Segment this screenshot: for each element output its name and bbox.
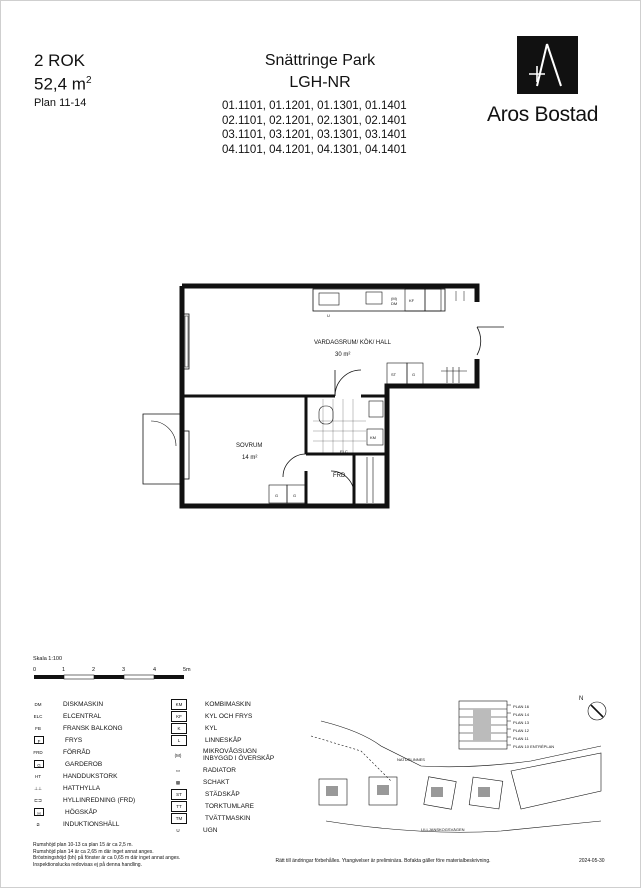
legend-item bbox=[171, 824, 301, 836]
legend-code: FRD bbox=[33, 749, 43, 755]
legend-label: SCHAKT bbox=[203, 778, 230, 786]
wardrobe-label: G bbox=[275, 493, 279, 498]
room-name-living: VARDAGSRUM/ KÖK/ HALL bbox=[314, 340, 391, 346]
highlighted-unit bbox=[478, 787, 490, 797]
microwave-label: (M) bbox=[391, 296, 397, 301]
scale-tick: 5m bbox=[183, 667, 191, 673]
floor-range: Plan 11-14 bbox=[34, 97, 87, 109]
note-line: Bröstningshöjd (bh) på fönster är ca 0,65 m där inget annat anges. bbox=[33, 855, 181, 861]
project-name: Snättringe Park bbox=[264, 52, 376, 69]
floor-label: PLAN 11 bbox=[513, 736, 529, 741]
disclaimer: Rätt till ändringar förbehålles. Ytangivelser är preliminära. Bofakta gäller före materialbeskrivning. bbox=[275, 858, 491, 864]
wardrobe-label: G bbox=[293, 493, 297, 498]
legend-label: GARDEROB bbox=[65, 760, 103, 768]
room-name-bedroom: SOVRUM bbox=[236, 443, 263, 449]
radiator bbox=[456, 291, 464, 301]
room-name-storage: FRD bbox=[333, 473, 346, 479]
legend-label: HÖGSKÅP bbox=[65, 808, 98, 816]
legend-code: DM bbox=[34, 701, 42, 707]
legend-label: DISKMASKIN bbox=[63, 700, 104, 708]
legend-item bbox=[171, 734, 301, 746]
hat-shelf-icon bbox=[441, 367, 467, 383]
legend-code: FB bbox=[35, 725, 41, 731]
fridge-freezer bbox=[405, 289, 425, 311]
area-value: 52,4 m bbox=[34, 74, 86, 94]
note-line: Rumshöjd plan 10-13 ca plan 15 är ca 2,5 m. bbox=[33, 842, 133, 848]
legend-code: F bbox=[34, 736, 44, 744]
radiator-icon: ▭ bbox=[175, 767, 181, 773]
cleaning-cabinet bbox=[387, 363, 407, 385]
legend-label: HANDDUKSTORK bbox=[63, 772, 118, 780]
north-label: N bbox=[579, 696, 584, 702]
legend-code: ELC bbox=[33, 713, 43, 719]
legend-label: TORKTUMLARE bbox=[205, 802, 254, 810]
floor-label: PLAN 10 ENTRÉPLAN bbox=[513, 744, 555, 749]
highlighted-floors bbox=[473, 709, 491, 741]
shaft-icon: ▩ bbox=[175, 779, 181, 785]
legend-code: U bbox=[176, 827, 180, 833]
legend-item bbox=[31, 818, 161, 830]
road-label: NATURLINNES bbox=[397, 757, 425, 762]
induction-hob-icon: ⧄ bbox=[36, 821, 40, 827]
legend-item bbox=[31, 782, 161, 794]
legend-item bbox=[31, 698, 161, 710]
fridge-freezer-label: KF bbox=[409, 298, 415, 303]
legend-label: STÄDSKÅP bbox=[205, 790, 240, 798]
highlighted-unit bbox=[377, 785, 389, 795]
legend-code: HT bbox=[35, 773, 41, 779]
highlighted-unit bbox=[431, 787, 443, 797]
electric-panel-label: ELC bbox=[340, 449, 348, 454]
storage-shelving bbox=[367, 457, 373, 503]
legend-left bbox=[31, 698, 161, 830]
scale-tick: 3 bbox=[122, 667, 126, 673]
legend-code: H bbox=[34, 808, 44, 816]
legend-code: (M) bbox=[174, 752, 182, 758]
highlighted-unit bbox=[326, 786, 338, 796]
legend-label: KOMBIMASKIN bbox=[205, 700, 251, 708]
site-key-plan bbox=[301, 691, 621, 851]
dishwasher-label: DM bbox=[391, 301, 398, 306]
road-label: LILLJANSKOGSVÄGEN bbox=[421, 827, 465, 832]
legend-code: ST bbox=[171, 789, 187, 800]
room-area-living: 30 m² bbox=[335, 352, 351, 358]
brand-name: Aros Bostad bbox=[487, 103, 599, 126]
notes bbox=[33, 842, 263, 868]
legend-item bbox=[171, 698, 301, 710]
room-area-bedroom: 14 m² bbox=[242, 455, 258, 461]
legend-item bbox=[171, 722, 301, 734]
scale-bar bbox=[33, 665, 203, 685]
legend-item bbox=[171, 764, 301, 776]
scale-label: Skala 1:100 bbox=[33, 656, 63, 662]
scale-tick: 1 bbox=[62, 667, 66, 673]
legend-item bbox=[171, 710, 301, 722]
legend-item bbox=[31, 770, 161, 782]
legend-item bbox=[171, 776, 301, 788]
note-line: Inspektionslucka redovisas ej på denna handling. bbox=[33, 861, 142, 868]
bathroom-floor-tiles bbox=[313, 399, 366, 453]
legend-label: ELCENTRAL bbox=[63, 712, 102, 720]
legend-label: KYL OCH FRYS bbox=[205, 712, 253, 720]
legend-label: LINNESKÅP bbox=[205, 736, 242, 744]
legend-code: TM bbox=[171, 813, 187, 824]
area-unit-sup: 2 bbox=[85, 75, 92, 86]
unit-line: 04.1101, 04.1201, 04.1301, 04.1401 bbox=[222, 143, 407, 156]
legend-code: G bbox=[34, 760, 44, 768]
legend-label: FÖRRÅD bbox=[63, 748, 91, 756]
legend-item bbox=[31, 794, 161, 806]
legend-item bbox=[171, 812, 301, 824]
legend-code: KF bbox=[171, 711, 187, 722]
unit-line: 03.1101, 03.1201, 03.1301, 03.1401 bbox=[222, 129, 407, 141]
floor-label: PLAN 14 bbox=[513, 712, 530, 717]
document-date: 2024-05-30 bbox=[579, 858, 605, 864]
floor-label: PLAN 16 bbox=[513, 704, 530, 709]
legend-code: L bbox=[171, 735, 187, 746]
legend-item bbox=[31, 746, 161, 758]
legend-label: HYLLINREDNING (FRD) bbox=[63, 796, 136, 804]
floor-plan-drawing bbox=[1, 1, 641, 641]
note-line: Rumshöjd plan 14 är ca 2,65 m där inget annat anges. bbox=[33, 848, 154, 855]
hat-shelf-icon: ⊥⊥ bbox=[34, 785, 42, 791]
legend-item bbox=[31, 734, 161, 746]
legend-label: KYL bbox=[205, 724, 218, 732]
entry-door-swing bbox=[477, 327, 481, 355]
apartment-number-label: LGH-NR bbox=[289, 74, 351, 91]
legend-label: INDUKTIONSHÄLL bbox=[63, 820, 120, 828]
unit-line: 01.1101, 01.1201, 01.1301, 01.1401 bbox=[222, 100, 407, 112]
legend-item bbox=[31, 758, 161, 770]
shelving-icon: ⊏⊐ bbox=[34, 797, 42, 803]
legend-item bbox=[31, 806, 161, 818]
floor-label: PLAN 12 bbox=[513, 728, 530, 733]
scale-tick: 2 bbox=[92, 667, 96, 673]
washbasin-icon bbox=[369, 401, 383, 417]
floor-label: PLAN 13 bbox=[513, 720, 530, 725]
cleaning-cabinet-label: ST bbox=[391, 372, 397, 377]
legend-item bbox=[31, 722, 161, 734]
legend-label: FRANSK BALKONG bbox=[63, 724, 123, 732]
legend-item bbox=[171, 788, 301, 800]
building bbox=[511, 753, 601, 809]
legend-label: RADIATOR bbox=[203, 766, 236, 774]
scale-tick: 0 bbox=[33, 667, 37, 673]
induction-hob-icon bbox=[319, 293, 339, 305]
wardrobe-label: G bbox=[412, 372, 416, 377]
legend-label: FRYS bbox=[65, 736, 83, 744]
legend-label: UGN bbox=[203, 826, 218, 834]
legend-code: KM bbox=[171, 699, 187, 710]
legend-code: TT bbox=[171, 801, 187, 812]
legend-item bbox=[171, 800, 301, 812]
legend-right bbox=[171, 698, 301, 836]
room-count: 2 ROK bbox=[34, 51, 86, 70]
window bbox=[185, 316, 188, 367]
combi-machine-label: KM bbox=[370, 435, 376, 440]
legend-item bbox=[31, 710, 161, 722]
sink-icon bbox=[366, 292, 382, 304]
legend-label: MIKROVÅGSUGN INBYGGD I ÖVERSKÅP bbox=[203, 748, 275, 762]
french-balcony bbox=[143, 414, 182, 484]
legend-code: K bbox=[171, 723, 187, 734]
legend-label: TVÄTTMASKIN bbox=[205, 814, 251, 822]
tall-cabinet bbox=[425, 289, 441, 311]
bathroom-door-swing bbox=[335, 370, 361, 396]
legend-label: HATTHYLLA bbox=[63, 784, 101, 792]
legend-item bbox=[171, 746, 301, 764]
scale-tick: 4 bbox=[153, 667, 157, 673]
balcony-door-swing bbox=[151, 421, 176, 446]
bedroom-door-swing bbox=[283, 454, 306, 477]
unit-line: 02.1101, 02.1201, 02.1301, 02.1401 bbox=[222, 114, 407, 127]
toilet-icon bbox=[319, 406, 333, 424]
road bbox=[321, 721, 601, 767]
oven-label: U bbox=[327, 313, 330, 318]
